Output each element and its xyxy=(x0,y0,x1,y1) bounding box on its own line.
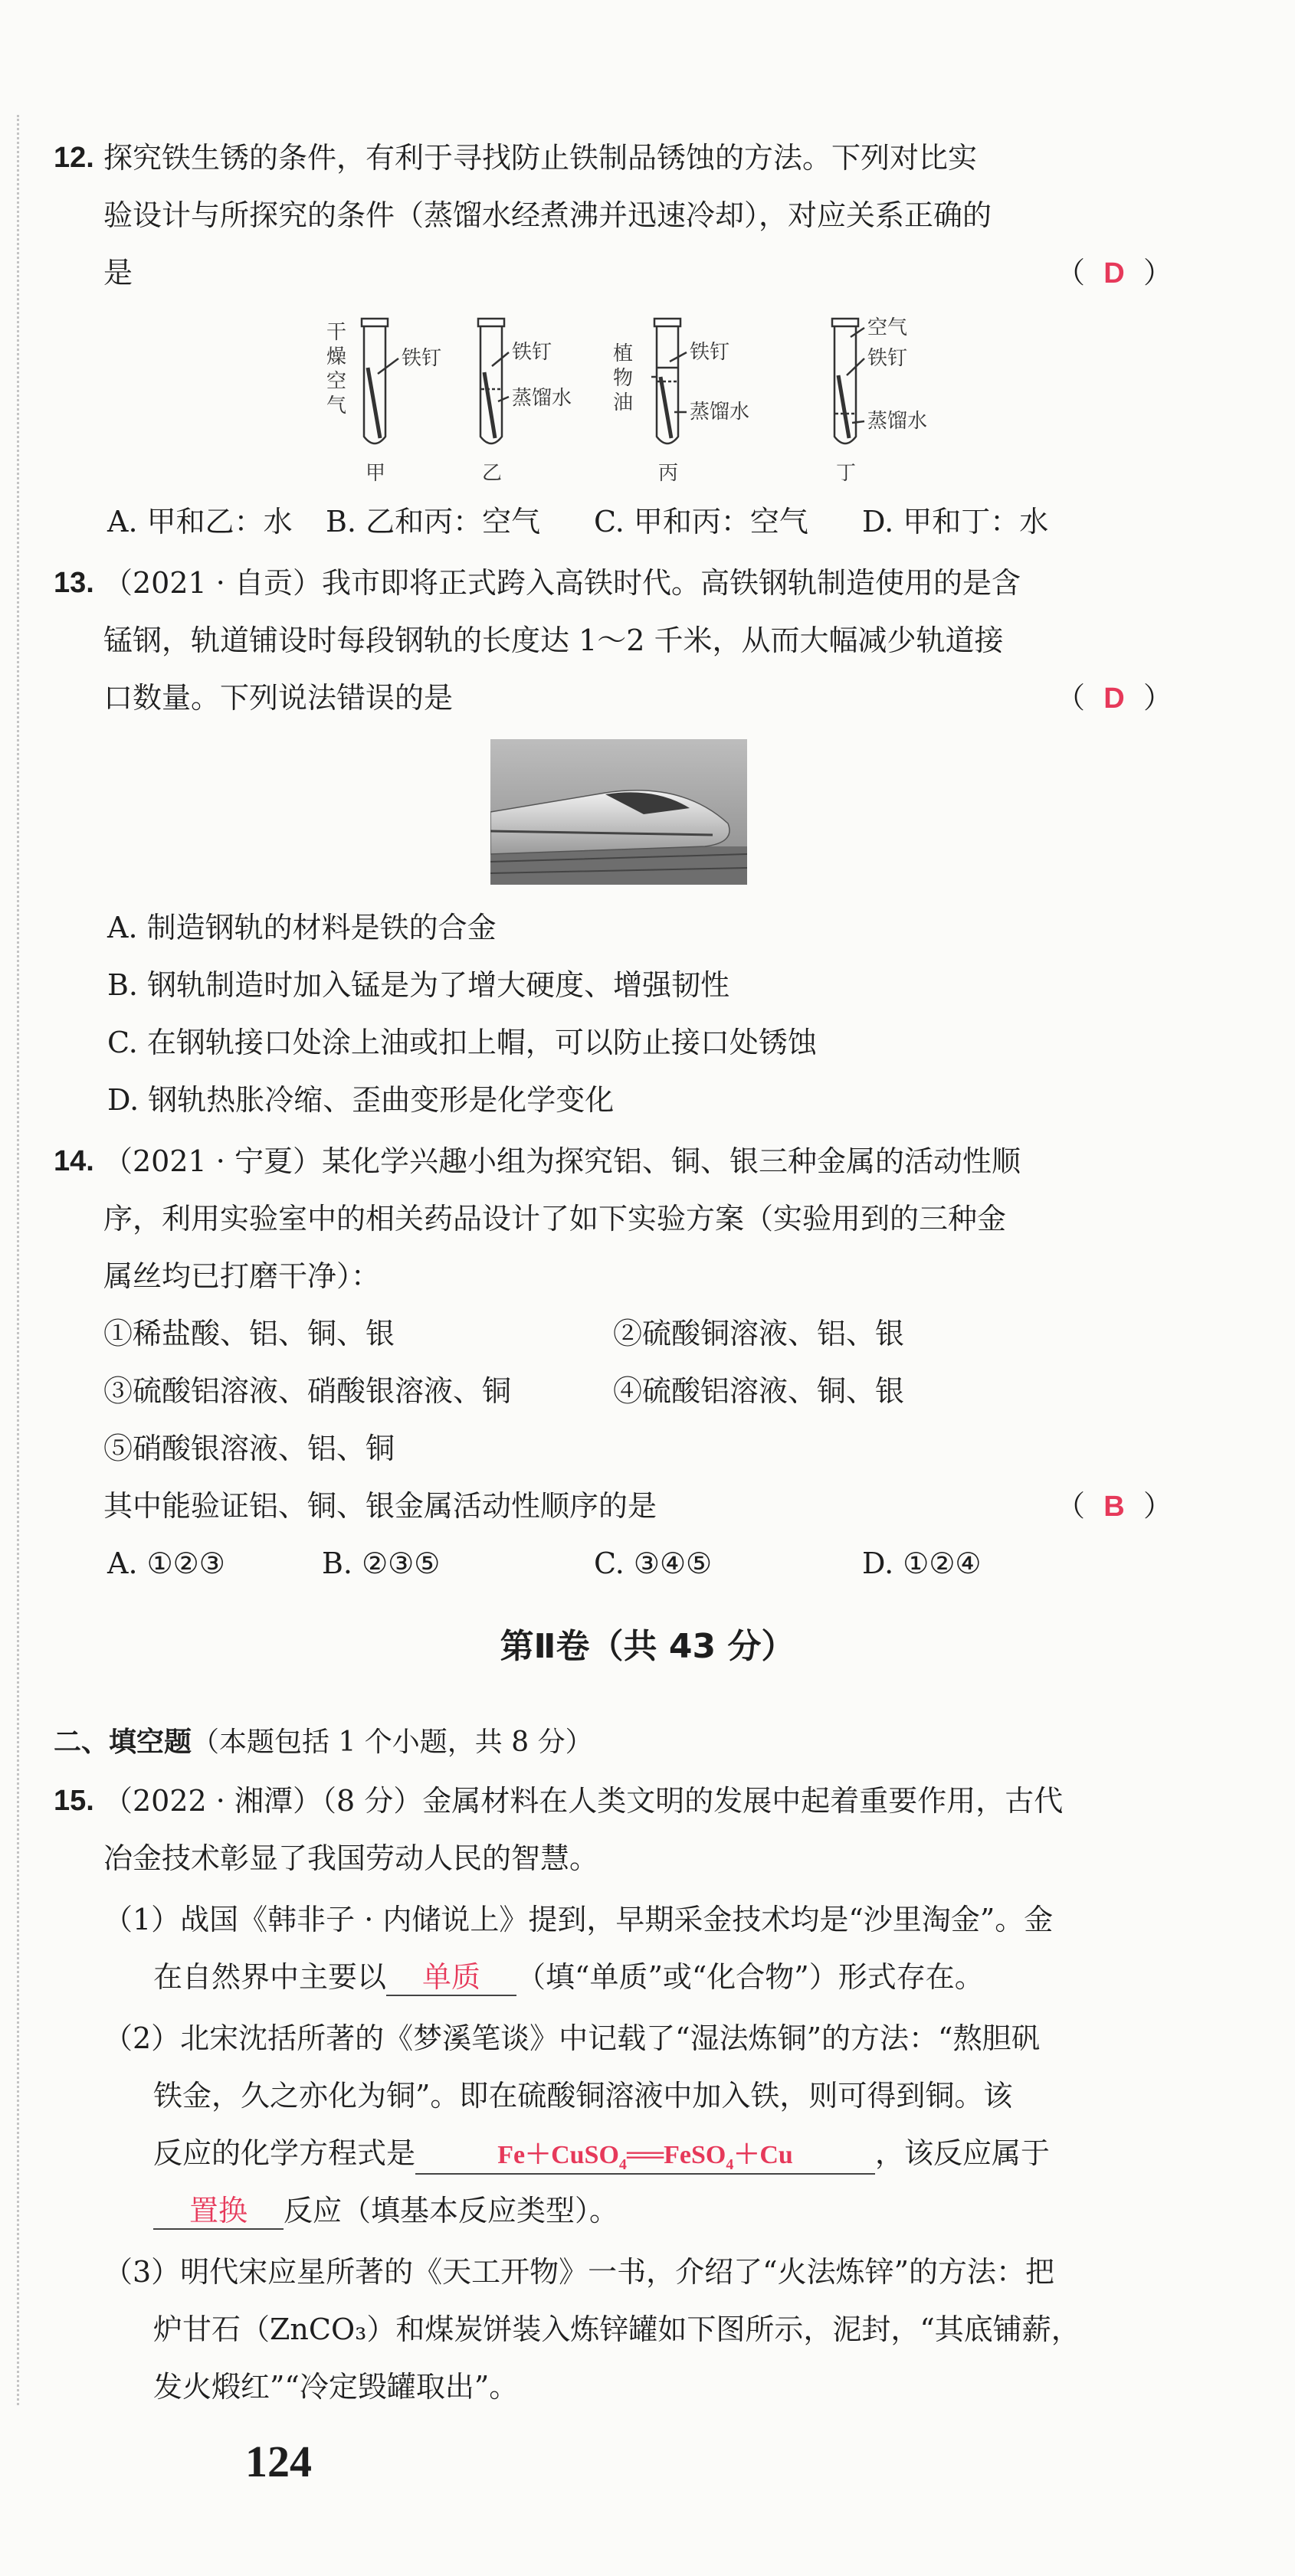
q12-line-2: 验设计与所探究的条件（蒸馏水经煮沸并迅速冷却），对应关系正确的 xyxy=(103,198,992,232)
part-2-heading: 二、填空题（本题包括 1 个小题，共 8 分） xyxy=(54,1727,593,1758)
q12-answer-bracket: （ D ） xyxy=(1056,253,1172,293)
q14-option-d: D. ①②④ xyxy=(862,1547,982,1580)
q14-answer-bracket: （ B ） xyxy=(1056,1486,1172,1527)
fig-tube3-water: 蒸馏水 xyxy=(690,401,750,424)
q13-number: 13. xyxy=(54,567,94,599)
fig-tube4-nail: 铁钉 xyxy=(867,347,908,370)
q14-scheme-3: ③硫酸铝溶液、硝酸银溶液、铜 xyxy=(103,1374,512,1408)
fig-tube1-label-3: 空 xyxy=(326,370,347,393)
q14-number: 14. xyxy=(54,1145,94,1177)
q12-option-a: A. 甲和乙：水 xyxy=(107,505,293,538)
q14-line-1: （2021 · 宁夏）某化学兴趣小组为探究铝、铜、银三种金属的活动性顺 xyxy=(103,1144,1021,1178)
page-number: 124 xyxy=(245,2437,312,2486)
fig-tube3-label-2: 物 xyxy=(613,367,634,390)
q15-3-line-2: 炉甘石（ZnCO₃）和煤炭饼装入炼锌罐如下图所示，泥封，“其底铺薪， xyxy=(153,2313,1080,2346)
q14-option-a: A. ①②③ xyxy=(107,1547,225,1580)
q14-answer: B xyxy=(1103,1491,1125,1523)
q14-option-c: C. ③④⑤ xyxy=(594,1547,713,1580)
q12-line-1: 探究铁生锈的条件，有利于寻找防止铁制品锈蚀的方法。下列对比实 xyxy=(103,141,978,175)
q15-2-line-1: （2）北宋沈括所著的《梦溪笔谈》中记载了“湿法炼铜”的方法：“熬胆矾 xyxy=(103,2021,1041,2055)
fig-caption-jia: 甲 xyxy=(366,462,386,485)
q15-1-answer-blank[interactable]: 单质 xyxy=(386,1959,516,1996)
fig-caption-yi: 乙 xyxy=(482,462,503,485)
q12-number: 12. xyxy=(54,142,94,174)
fig-tube4-water: 蒸馏水 xyxy=(867,410,928,433)
fig-tube1-label-4: 气 xyxy=(326,394,347,417)
q14-line-2: 序，利用实验室中的相关药品设计了如下实验方案（实验用到的三种金 xyxy=(103,1202,1007,1236)
q14-scheme-4: ④硫酸铝溶液、铜、银 xyxy=(613,1374,905,1408)
q15-line-1: （2022 · 湘潭）（8 分）金属材料在人类文明的发展中起着重要作用，古代 xyxy=(103,1784,1064,1818)
high-speed-train-photo xyxy=(490,739,747,885)
fig-tube3-nail: 铁钉 xyxy=(690,341,730,364)
fig-tube1-nail: 铁钉 xyxy=(402,347,442,370)
q15-3-line-3: 发火煅红”“冷定毁罐取出”。 xyxy=(153,2370,519,2404)
q13-option-d: D. 钢轨热胀冷缩、歪曲变形是化学变化 xyxy=(107,1083,615,1117)
q15-1-line-1: （1）战国《韩非子 · 内储说上》提到，早期采金技术均是“沙里淘金”。金 xyxy=(103,1903,1054,1936)
q13-answer: D xyxy=(1103,682,1125,715)
q12-option-d: D. 甲和丁：水 xyxy=(862,505,1049,538)
q13-line-3: 口数量。下列说法错误的是 xyxy=(103,681,454,715)
q12-answer: D xyxy=(1103,257,1125,290)
q13-option-a: A. 制造钢轨的材料是铁的合金 xyxy=(107,911,497,944)
q13-answer-bracket: （ D ） xyxy=(1056,678,1172,718)
margin-dotted-line xyxy=(17,115,19,2405)
q15-2-equation-blank[interactable]: Fe＋CuSO$_4$══FeSO$_4$＋Cu xyxy=(415,2138,875,2175)
q15-line-2: 冶金技术彰显了我国劳动人民的智慧。 xyxy=(103,1841,599,1875)
q15-2-line-2: 铁金，久之亦化为铜”。即在硫酸铜溶液中加入铁，则可得到铜。该 xyxy=(153,2079,1013,2113)
fig-caption-ding: 丁 xyxy=(836,462,857,485)
fig-tube1-label-2: 燥 xyxy=(326,345,347,368)
fig-tube4-air: 空气 xyxy=(867,316,908,339)
fig-tube3-label-3: 油 xyxy=(613,391,634,414)
q13-line-2: 锰钢，轨道铺设时每段钢轨的长度达 1～2 千米，从而大幅减少轨道接 xyxy=(103,624,1004,657)
q15-2-line-4: 置换 反应（填基本反应类型）。 xyxy=(153,2191,618,2231)
q14-scheme-1: ①稀盐酸、铝、铜、银 xyxy=(103,1317,395,1350)
fig-caption-bing: 丙 xyxy=(658,462,679,485)
section-2-title: 第Ⅱ卷（共 43 分） xyxy=(500,1627,795,1666)
q14-scheme-5: ⑤硝酸银溶液、铝、铜 xyxy=(103,1432,395,1465)
q15-number: 15. xyxy=(54,1785,94,1817)
q14-line-3: 属丝均已打磨干净）： xyxy=(103,1259,381,1293)
q15-2-line-3: 反应的化学方程式是 Fe＋CuSO$_4$══FeSO$_4$＋Cu ，该反应属于 xyxy=(153,2133,1050,2175)
q14-option-b: B. ②③⑤ xyxy=(322,1547,441,1580)
fig-tube2-nail: 铁钉 xyxy=(512,341,552,364)
q12-line-3: 是 xyxy=(103,256,133,290)
q15-1-line-2: 在自然界中主要以 单质 （填“单质”或“化合物”）形式存在。 xyxy=(153,1957,984,1997)
q15-3-line-1: （3）明代宋应星所著的《天工开物》一书，介绍了“火法炼锌”的方法：把 xyxy=(103,2255,1055,2289)
q14-scheme-2: ②硫酸铜溶液、铝、银 xyxy=(613,1317,905,1350)
fig-tube3-label-1: 植 xyxy=(613,342,634,365)
fig-tube1-label-1: 干 xyxy=(326,321,347,344)
q13-option-b: B. 钢轨制造时加入锰是为了增大硬度、增强韧性 xyxy=(107,968,730,1002)
q12-option-b: B. 乙和丙：空气 xyxy=(326,505,541,538)
q13-option-c: C. 在钢轨接口处涂上油或扣上帽，可以防止接口处锈蚀 xyxy=(107,1026,817,1059)
q13-line-1: （2021 · 自贡）我市即将正式跨入高铁时代。高铁钢轨制造使用的是含 xyxy=(103,566,1021,600)
q15-2-reaction-type-blank[interactable]: 置换 xyxy=(153,2193,284,2230)
q12-option-c: C. 甲和丙：空气 xyxy=(594,505,808,538)
q14-question: 其中能验证铝、铜、银金属活动性顺序的是 xyxy=(103,1489,657,1523)
fig-tube2-water: 蒸馏水 xyxy=(512,387,572,410)
q12-test-tube-figure xyxy=(291,306,943,490)
